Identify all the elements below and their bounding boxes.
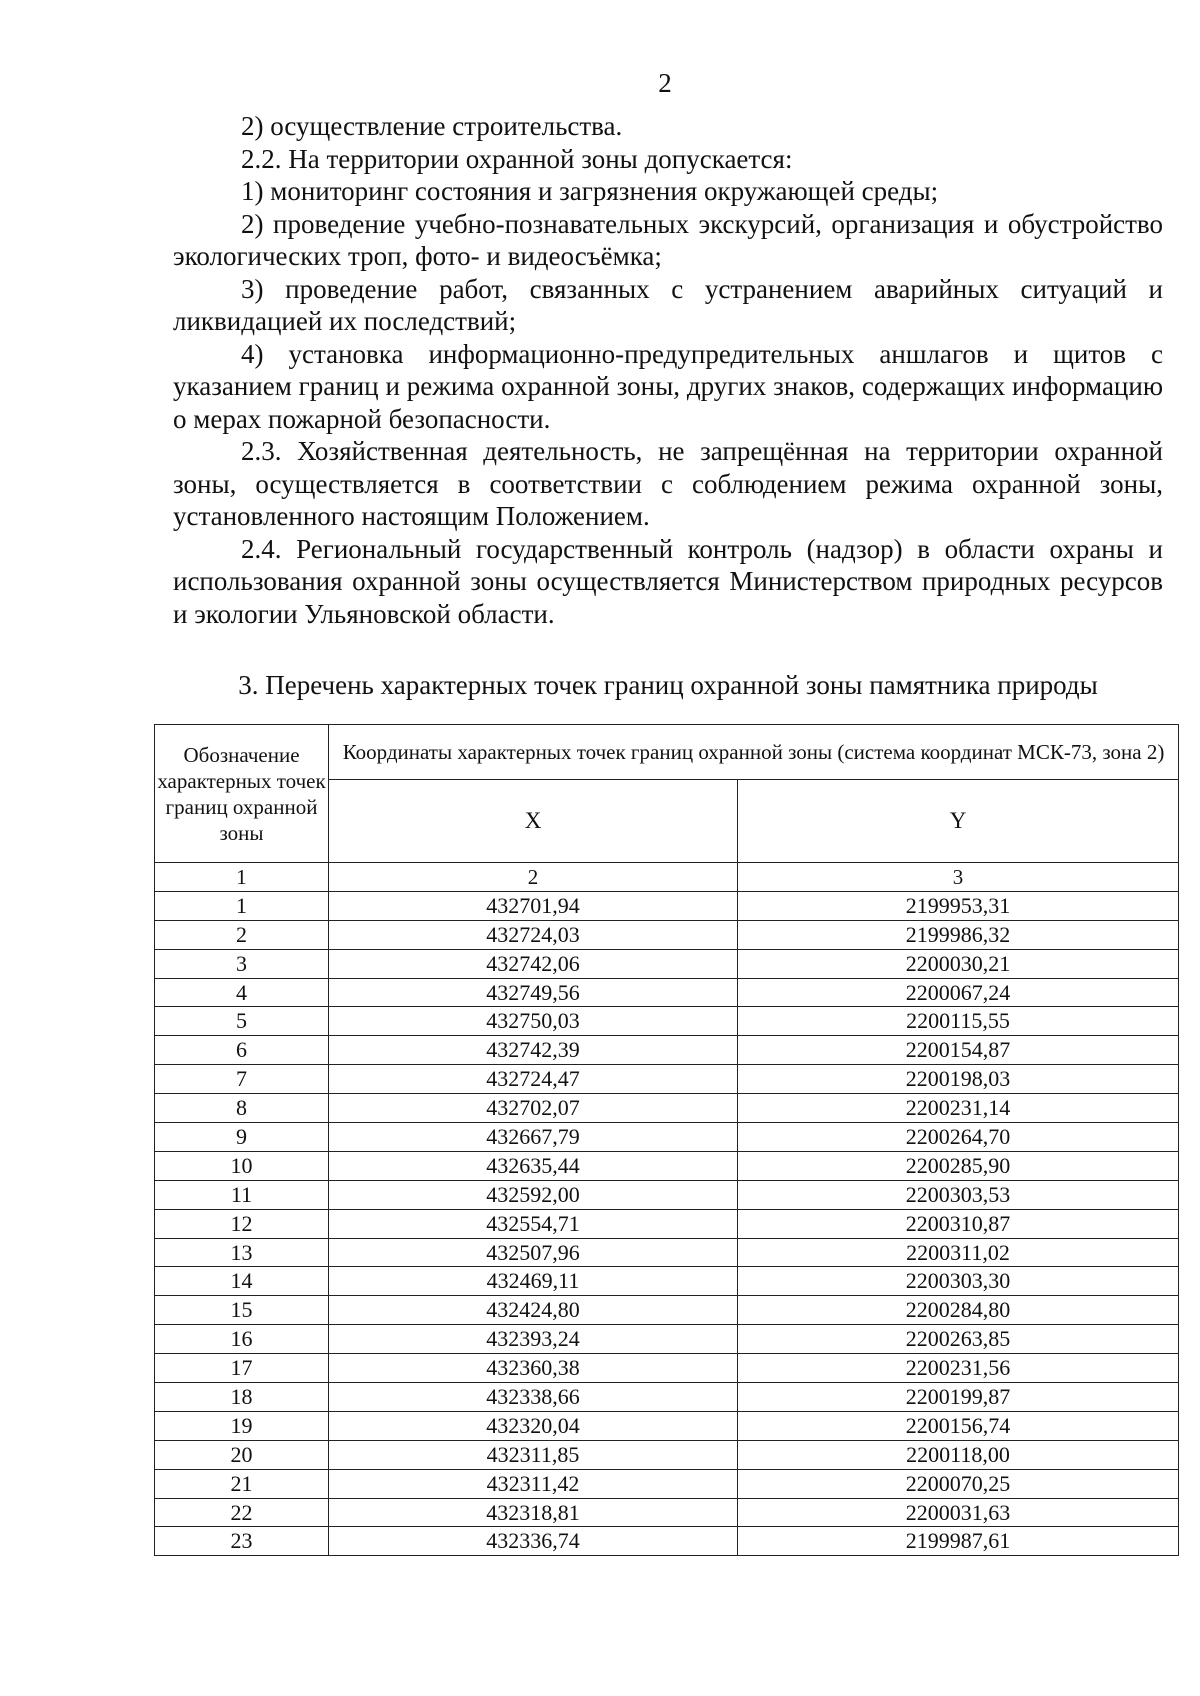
table-row xyxy=(155,1325,1179,1354)
point-id-cell: 5 xyxy=(155,1007,329,1036)
table-row xyxy=(155,1094,1179,1123)
section-heading: 3. Перечень характерных точек границ охранной зоны памятника природы xyxy=(238,670,1098,700)
table-row xyxy=(155,978,1179,1007)
table-row xyxy=(155,1267,1179,1296)
x-coordinate-cell: 432701,94 xyxy=(329,891,738,920)
table-row xyxy=(155,1180,1179,1209)
point-id-cell: 11 xyxy=(155,1180,329,1209)
col-header-y: Y xyxy=(738,780,1179,863)
y-coordinate-cell: 2200118,00 xyxy=(738,1440,1179,1469)
point-id-cell: 3 xyxy=(155,949,329,978)
table-row xyxy=(155,1411,1179,1440)
x-coordinate-cell: 432507,96 xyxy=(329,1238,738,1267)
y-coordinate-cell: 2200198,03 xyxy=(738,1065,1179,1094)
y-coordinate-cell: 2200154,87 xyxy=(738,1036,1179,1065)
x-coordinate-cell: 432749,56 xyxy=(329,978,738,1007)
table-row xyxy=(155,1527,1179,1556)
table-row xyxy=(155,1007,1179,1036)
point-id-cell: 6 xyxy=(155,1036,329,1065)
x-coordinate-cell: 432311,42 xyxy=(329,1469,738,1498)
y-coordinate-cell: 2200310,87 xyxy=(738,1209,1179,1238)
y-coordinate-cell: 2200199,87 xyxy=(738,1383,1179,1412)
y-coordinate-cell: 2200156,74 xyxy=(738,1411,1179,1440)
point-id-cell: 16 xyxy=(155,1325,329,1354)
col-header-coordinates: Координаты характерных точек границ охранной зоны (система координат МСК-73, зона 2) xyxy=(329,725,1179,780)
table-row xyxy=(155,1354,1179,1383)
x-coordinate-cell: 432424,80 xyxy=(329,1296,738,1325)
column-number: 2 xyxy=(329,863,738,892)
y-coordinate-cell: 2200284,80 xyxy=(738,1296,1179,1325)
x-coordinate-cell: 432592,00 xyxy=(329,1180,738,1209)
point-id-cell: 13 xyxy=(155,1238,329,1267)
table-row xyxy=(155,1498,1179,1527)
column-number: 3 xyxy=(738,863,1179,892)
y-coordinate-cell: 2200031,63 xyxy=(738,1498,1179,1527)
point-id-cell: 1 xyxy=(155,891,329,920)
x-coordinate-cell: 432554,71 xyxy=(329,1209,738,1238)
table-row xyxy=(155,1383,1179,1412)
point-id-cell: 10 xyxy=(155,1151,329,1180)
x-coordinate-cell: 432360,38 xyxy=(329,1354,738,1383)
x-coordinate-cell: 432318,81 xyxy=(329,1498,738,1527)
y-coordinate-cell: 2200231,56 xyxy=(738,1354,1179,1383)
table-row xyxy=(155,1469,1179,1498)
point-id-cell: 21 xyxy=(155,1469,329,1498)
paragraph: 2.2. На территории охранной зоны допускается: xyxy=(241,143,793,174)
y-coordinate-cell: 2200311,02 xyxy=(738,1238,1179,1267)
table-row xyxy=(155,1123,1179,1152)
x-coordinate-cell: 432336,74 xyxy=(329,1527,738,1556)
x-coordinate-cell: 432635,44 xyxy=(329,1151,738,1180)
x-coordinate-cell: 432724,47 xyxy=(329,1065,738,1094)
x-coordinate-cell: 432469,11 xyxy=(329,1267,738,1296)
point-id-cell: 15 xyxy=(155,1296,329,1325)
y-coordinate-cell: 2200285,90 xyxy=(738,1151,1179,1180)
table-row xyxy=(155,949,1179,978)
column-number-row xyxy=(155,863,1179,892)
y-coordinate-cell: 2200231,14 xyxy=(738,1094,1179,1123)
y-coordinate-cell: 2200115,55 xyxy=(738,1007,1179,1036)
table-row xyxy=(155,1209,1179,1238)
y-coordinate-cell: 2200263,85 xyxy=(738,1325,1179,1354)
paragraph: 2.4. Региональный государственный контроль (надзор) в области охраны и использования охранной зоны осуществляется Министерством природных ресурсов и экологии Ульяновской области. xyxy=(173,533,1163,629)
column-number: 1 xyxy=(155,863,329,892)
point-id-cell: 17 xyxy=(155,1354,329,1383)
point-id-cell: 4 xyxy=(155,978,329,1007)
x-coordinate-cell: 432742,39 xyxy=(329,1036,738,1065)
y-coordinate-cell: 2199953,31 xyxy=(738,891,1179,920)
x-coordinate-cell: 432667,79 xyxy=(329,1123,738,1152)
point-id-cell: 8 xyxy=(155,1094,329,1123)
point-id-cell: 9 xyxy=(155,1123,329,1152)
coordinates-table xyxy=(154,724,1179,1556)
point-id-cell: 2 xyxy=(155,920,329,949)
y-coordinate-cell: 2200070,25 xyxy=(738,1469,1179,1498)
x-coordinate-cell: 432742,06 xyxy=(329,949,738,978)
point-id-cell: 18 xyxy=(155,1383,329,1412)
x-coordinate-cell: 432702,07 xyxy=(329,1094,738,1123)
point-id-cell: 19 xyxy=(155,1411,329,1440)
table-row xyxy=(155,891,1179,920)
table-row xyxy=(155,1238,1179,1267)
y-coordinate-cell: 2200303,30 xyxy=(738,1267,1179,1296)
page-number: 2 xyxy=(658,68,672,98)
paragraph: 2) осуществление строительства. xyxy=(241,111,623,141)
x-coordinate-cell: 432724,03 xyxy=(329,920,738,949)
paragraph: 2.3. Хозяйственная деятельность, не запрещённая на территории охранной зоны, осуществляется в соответствии с соблюдением режима охранной зоны, установленного настоящим Положением. xyxy=(173,436,1163,531)
y-coordinate-cell: 2200264,70 xyxy=(738,1123,1179,1152)
y-coordinate-cell: 2199986,32 xyxy=(738,920,1179,949)
point-id-cell: 7 xyxy=(155,1065,329,1094)
point-id-cell: 12 xyxy=(155,1209,329,1238)
y-coordinate-cell: 2200067,24 xyxy=(738,978,1179,1007)
col-header-point-id: Обозначение характерных точек границ охранной зоны xyxy=(155,725,329,863)
table-row xyxy=(155,1036,1179,1065)
table-row xyxy=(155,920,1179,949)
paragraph: 1) мониторинг состояния и загрязнения окружающей среды; xyxy=(241,176,939,206)
table-row xyxy=(155,1296,1179,1325)
x-coordinate-cell: 432320,04 xyxy=(329,1411,738,1440)
x-coordinate-cell: 432338,66 xyxy=(329,1383,738,1412)
table-body xyxy=(155,863,1179,1556)
point-id-cell: 22 xyxy=(155,1498,329,1527)
table-row xyxy=(155,1151,1179,1180)
table-row xyxy=(155,1065,1179,1094)
y-coordinate-cell: 2199987,61 xyxy=(738,1527,1179,1556)
y-coordinate-cell: 2200303,53 xyxy=(738,1180,1179,1209)
point-id-cell: 14 xyxy=(155,1267,329,1296)
table-row xyxy=(155,1440,1179,1469)
point-id-cell: 23 xyxy=(155,1527,329,1556)
col-header-x: X xyxy=(329,780,738,863)
point-id-cell: 20 xyxy=(155,1440,329,1469)
x-coordinate-cell: 432393,24 xyxy=(329,1325,738,1354)
body-text xyxy=(173,110,1163,630)
x-coordinate-cell: 432311,85 xyxy=(329,1440,738,1469)
x-coordinate-cell: 432750,03 xyxy=(329,1007,738,1036)
y-coordinate-cell: 2200030,21 xyxy=(738,949,1179,978)
paragraph: 3) проведение работ, связанных с устранением аварийных ситуаций и ликвидацией их последствий; xyxy=(173,273,1163,336)
paragraph: 2) проведение учебно-познавательных экскурсий, организация и обустройство экологических троп, фото- и видеосъёмка; xyxy=(173,208,1163,271)
paragraph: 4) установка информационно-предупредительных аншлагов и щитов с указанием границ и режима охранной зоны, других знаков, содержащих информацию о мерах пожарной безопасности. xyxy=(173,338,1163,434)
